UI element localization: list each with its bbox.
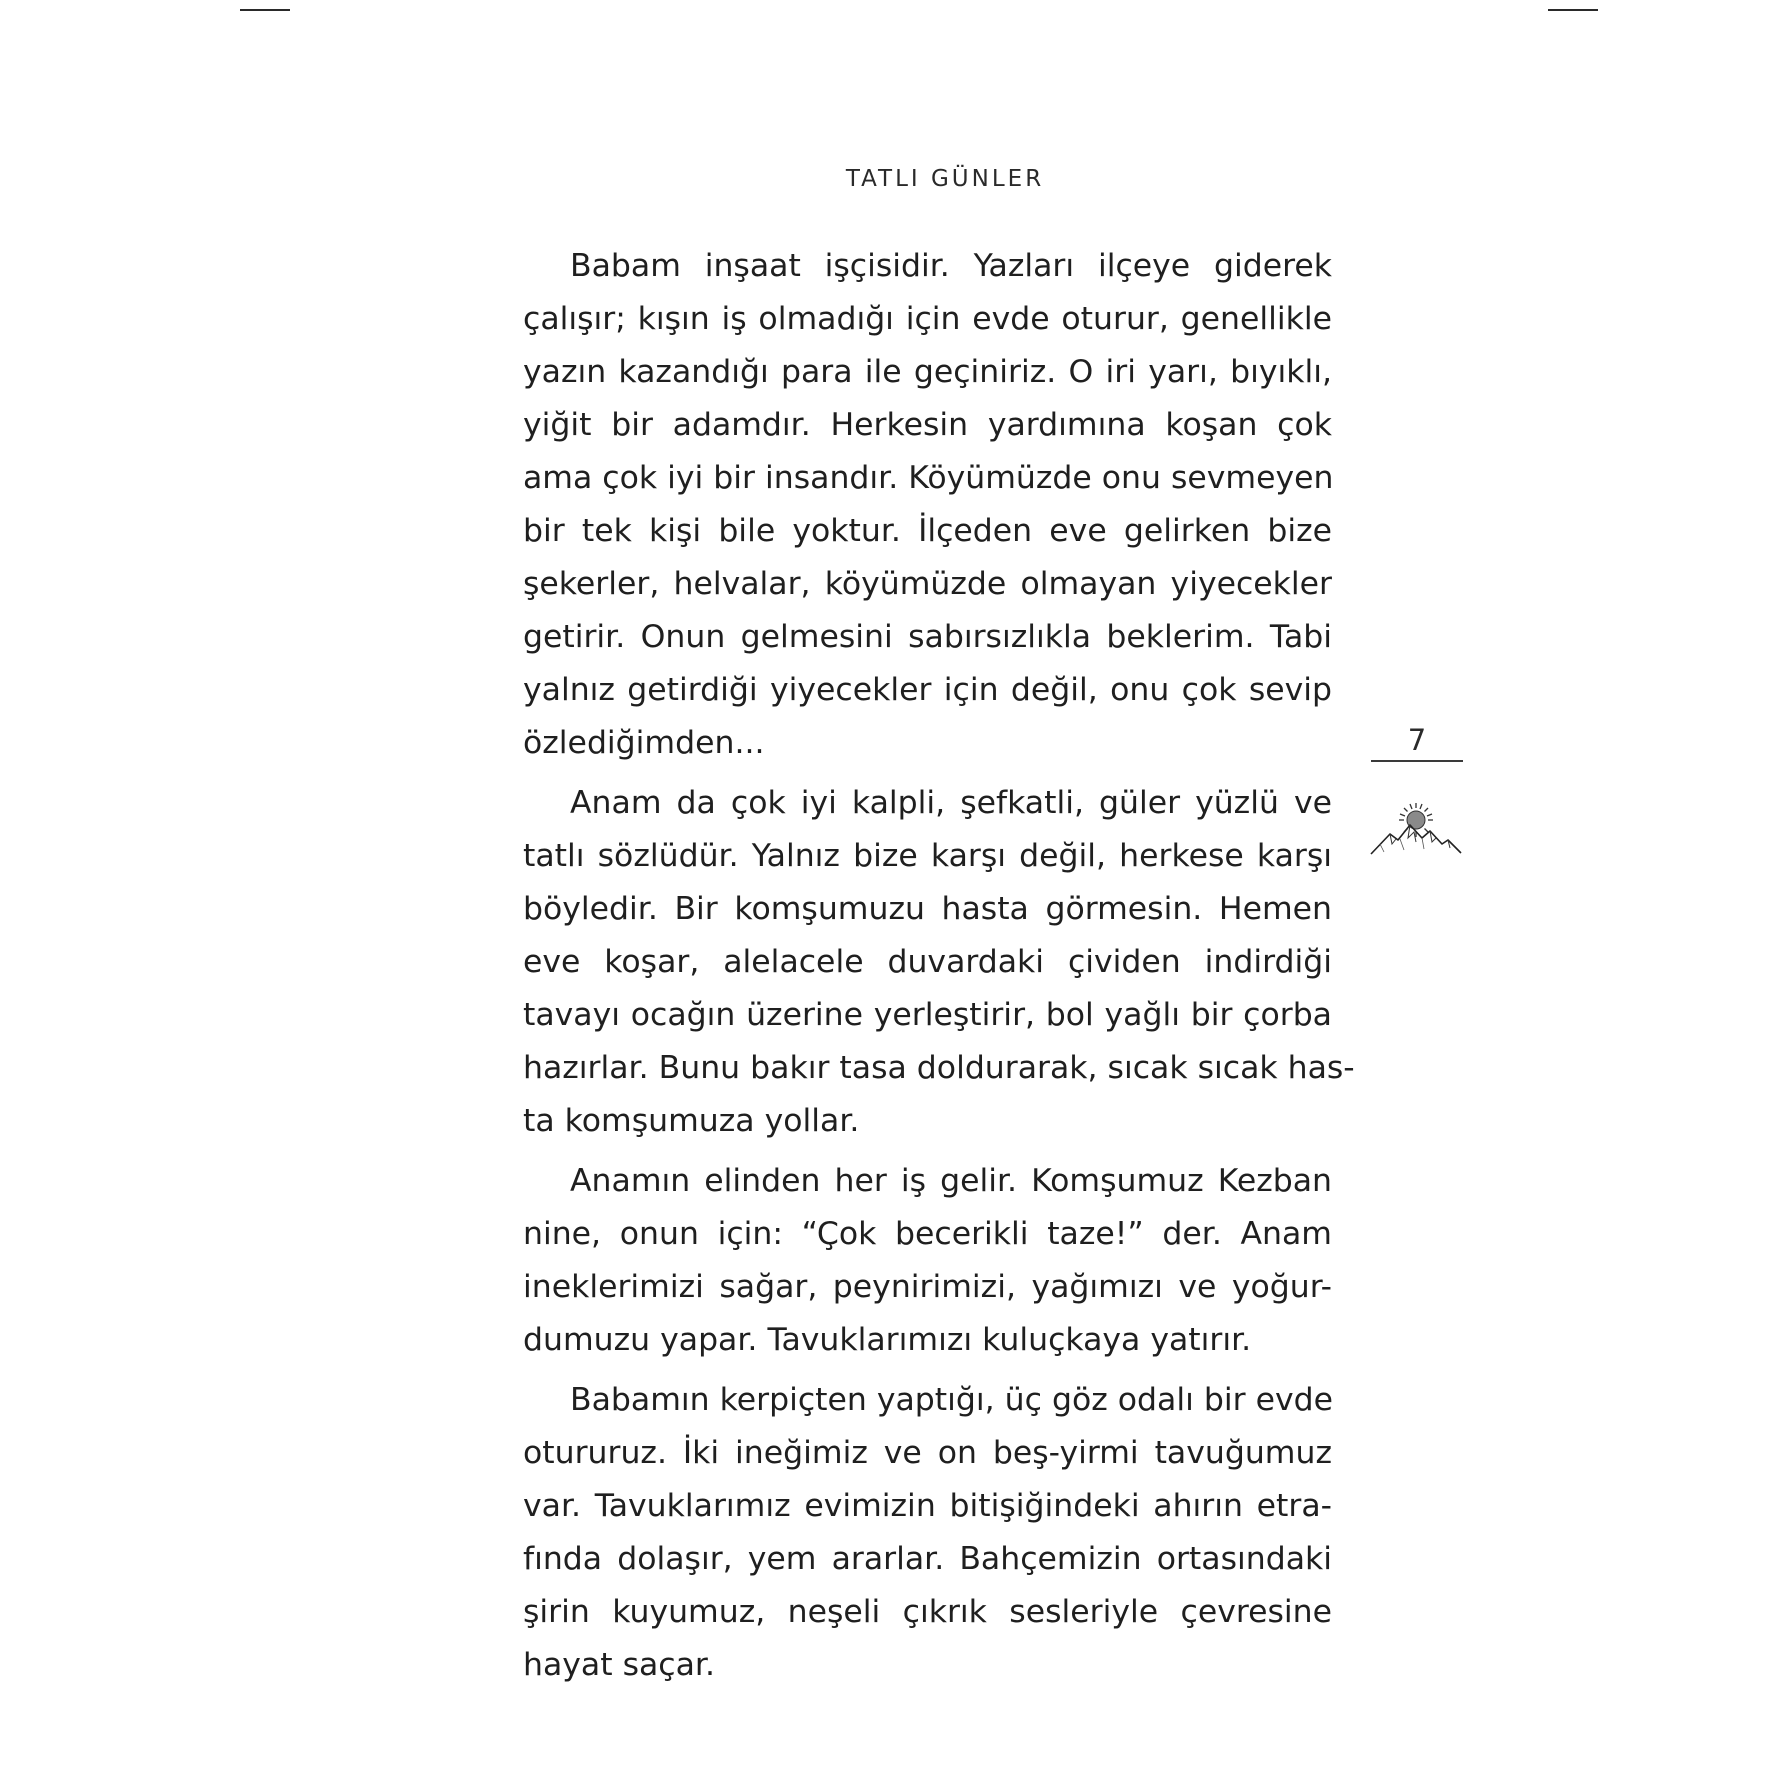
text-line: ama çok iyi bir insandır. Köyümüzde onu sevmeyen xyxy=(523,460,1334,496)
text-line: nine, onun için: “Çok becerikli taze!” der. Anam xyxy=(523,1216,1332,1252)
crop-mark-left xyxy=(240,9,290,11)
text-line: şekerler, helvalar, köyümüzde olmayan yiyecekler xyxy=(523,566,1332,602)
text-line: var. Tavuklarımız evimizin bitişiğindeki ahırın etra- xyxy=(523,1488,1332,1524)
text-line: ta komşumuza yollar. xyxy=(523,1103,860,1139)
page-number: 7 xyxy=(1407,723,1427,757)
text-line: çalışır; kışın iş olmadığı için evde oturur, genellikle xyxy=(523,301,1332,337)
running-head: TATLI GÜNLER xyxy=(845,166,1045,192)
paragraph-2 xyxy=(523,777,1355,1148)
page-number-rule xyxy=(1371,760,1463,762)
text-line: Anamın elinden her iş gelir. Komşumuz Kezban xyxy=(570,1163,1332,1199)
text-line: böyledir. Bir komşumuzu hasta görmesin. Hemen xyxy=(523,891,1332,927)
sun-and-mountains-icon xyxy=(1370,798,1462,860)
text-line: özlediğimden... xyxy=(523,725,765,761)
text-line: Babam inşaat işçisidir. Yazları ilçeye giderek xyxy=(570,248,1332,284)
text-line: getirir. Onun gelmesini sabırsızlıkla beklerim. Tabi xyxy=(523,619,1332,655)
text-line: hazırlar. Bunu bakır tasa doldurarak, sıcak sıcak has- xyxy=(523,1050,1355,1086)
text-line: tavayı ocağın üzerine yerleştirir, bol yağlı bir çorba xyxy=(523,997,1332,1033)
body-text xyxy=(523,240,1355,1699)
paragraph-4 xyxy=(523,1374,1332,1692)
paragraph-3 xyxy=(523,1155,1332,1367)
text-line: hayat saçar. xyxy=(523,1647,715,1683)
text-line: tatlı sözlüdür. Yalnız bize karşı değil, herkese karşı xyxy=(523,838,1332,874)
text-line: otururuz. İki ineğimiz ve on beş-yirmi tavuğumuz xyxy=(523,1435,1332,1471)
text-line: dumuzu yapar. Tavuklarımızı kuluçkaya yatırır. xyxy=(523,1322,1252,1358)
text-line: yiğit bir adamdır. Herkesin yardımına koşan çok xyxy=(523,407,1332,443)
paragraph-1 xyxy=(523,240,1332,770)
text-line: Anam da çok iyi kalpli, şefkatli, güler yüzlü ve xyxy=(570,785,1332,821)
text-line: Babamın kerpiçten yaptığı, üç göz odalı bir evde xyxy=(570,1382,1333,1418)
text-line: ineklerimizi sağar, peynirimizi, yağımızı ve yoğur- xyxy=(523,1269,1332,1305)
text-line: bir tek kişi bile yoktur. İlçeden eve gelirken bize xyxy=(523,513,1332,549)
text-line: fında dolaşır, yem ararlar. Bahçemizin ortasındaki xyxy=(523,1541,1332,1577)
text-line: yazın kazandığı para ile geçiniriz. O iri yarı, bıyıklı, xyxy=(523,354,1332,390)
crop-mark-right xyxy=(1548,9,1598,11)
text-line: eve koşar, alelacele duvardaki çividen indirdiği xyxy=(523,944,1332,980)
text-line: şirin kuyumuz, neşeli çıkrık sesleriyle çevresine xyxy=(523,1594,1332,1630)
text-line: yalnız getirdiği yiyecekler için değil, onu çok sevip xyxy=(523,672,1332,708)
